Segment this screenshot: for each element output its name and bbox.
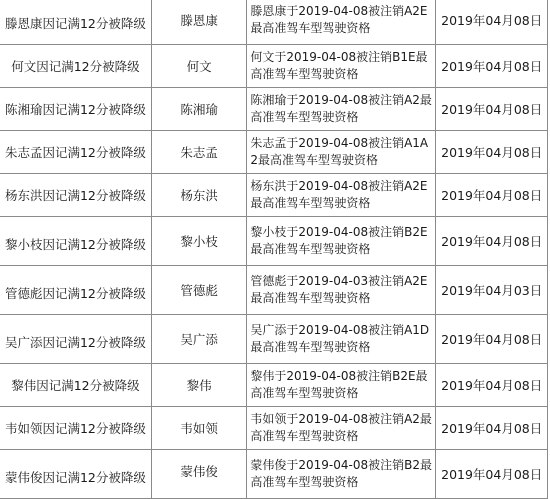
table-row — [0, 0, 548, 45]
name-cell: 陈湘瑜 — [151, 88, 247, 131]
detail-cell: 朱志孟于2019-04-08被注销A1A2最高准驾车型驾驶资格 — [247, 131, 436, 174]
date-cell: 2019年04月08日 — [436, 217, 548, 266]
date-cell: 2019年04月08日 — [436, 450, 548, 499]
detail-cell: 何文于2019-04-08被注销B1E最高准驾车型驾驶资格 — [247, 45, 436, 88]
detail-cell: 黎小枝于2019-04-08被注销B2E最高准驾车型驾驶资格 — [247, 217, 436, 266]
reason-cell: 吴广添因记满12分被降级 — [0, 315, 151, 364]
date-cell: 2019年04月08日 — [436, 364, 548, 407]
name-cell: 吴广添 — [151, 315, 247, 364]
table-row — [0, 45, 548, 88]
table-row — [0, 450, 548, 499]
table-row — [0, 315, 548, 364]
date-cell: 2019年04月08日 — [436, 45, 548, 88]
detail-cell: 蒙伟俊于2019-04-08被注销B2最高准驾车型驾驶资格 — [247, 450, 436, 499]
name-cell: 韦如领 — [151, 407, 247, 450]
table-row — [0, 364, 548, 407]
date-cell: 2019年04月08日 — [436, 131, 548, 174]
name-cell: 滕恩康 — [151, 0, 247, 45]
table-row — [0, 217, 548, 266]
name-cell: 黎伟 — [151, 364, 247, 407]
reason-cell: 滕恩康因记满12分被降级 — [0, 0, 151, 45]
reason-cell: 黎小枝因记满12分被降级 — [0, 217, 151, 266]
reason-cell: 陈湘瑜因记满12分被降级 — [0, 88, 151, 131]
detail-cell: 陈湘瑜于2019-04-08被注销A2最高准驾车型驾驶资格 — [247, 88, 436, 131]
detail-cell: 黎伟于2019-04-08被注销B2E最高准驾车型驾驶资格 — [247, 364, 436, 407]
detail-cell: 韦如领于2019-04-08被注销A2最高准驾车型驾驶资格 — [247, 407, 436, 450]
detail-cell: 吴广添于2019-04-08被注销A1D最高准驾车型驾驶资格 — [247, 315, 436, 364]
name-cell: 何文 — [151, 45, 247, 88]
name-cell: 管德彪 — [151, 266, 247, 315]
date-cell: 2019年04月08日 — [436, 88, 548, 131]
reason-cell: 管德彪因记满12分被降级 — [0, 266, 151, 315]
table-row — [0, 174, 548, 217]
table-row — [0, 88, 548, 131]
name-cell: 蒙伟俊 — [151, 450, 247, 499]
date-cell: 2019年04月03日 — [436, 266, 548, 315]
name-cell: 朱志孟 — [151, 131, 247, 174]
reason-cell: 何文因记满12分被降级 — [0, 45, 151, 88]
reason-cell: 黎伟因记满12分被降级 — [0, 364, 151, 407]
name-cell: 黎小枝 — [151, 217, 247, 266]
detail-cell: 管德彪于2019-04-03被注销A2E最高准驾车型驾驶资格 — [247, 266, 436, 315]
table-row — [0, 131, 548, 174]
table-row — [0, 407, 548, 450]
detail-cell: 滕恩康于2019-04-08被注销A2E最高准驾车型驾驶资格 — [247, 0, 436, 45]
detail-cell: 杨东洪于2019-04-08被注销A2E最高准驾车型驾驶资格 — [247, 174, 436, 217]
table-row — [0, 266, 548, 315]
date-cell: 2019年04月08日 — [436, 174, 548, 217]
name-cell: 杨东洪 — [151, 174, 247, 217]
date-cell: 2019年04月08日 — [436, 407, 548, 450]
date-cell: 2019年04月08日 — [436, 0, 548, 45]
reason-cell: 杨东洪因记满12分被降级 — [0, 174, 151, 217]
reason-cell: 朱志孟因记满12分被降级 — [0, 131, 151, 174]
reason-cell: 韦如领因记满12分被降级 — [0, 407, 151, 450]
date-cell: 2019年04月08日 — [436, 315, 548, 364]
reason-cell: 蒙伟俊因记满12分被降级 — [0, 450, 151, 499]
